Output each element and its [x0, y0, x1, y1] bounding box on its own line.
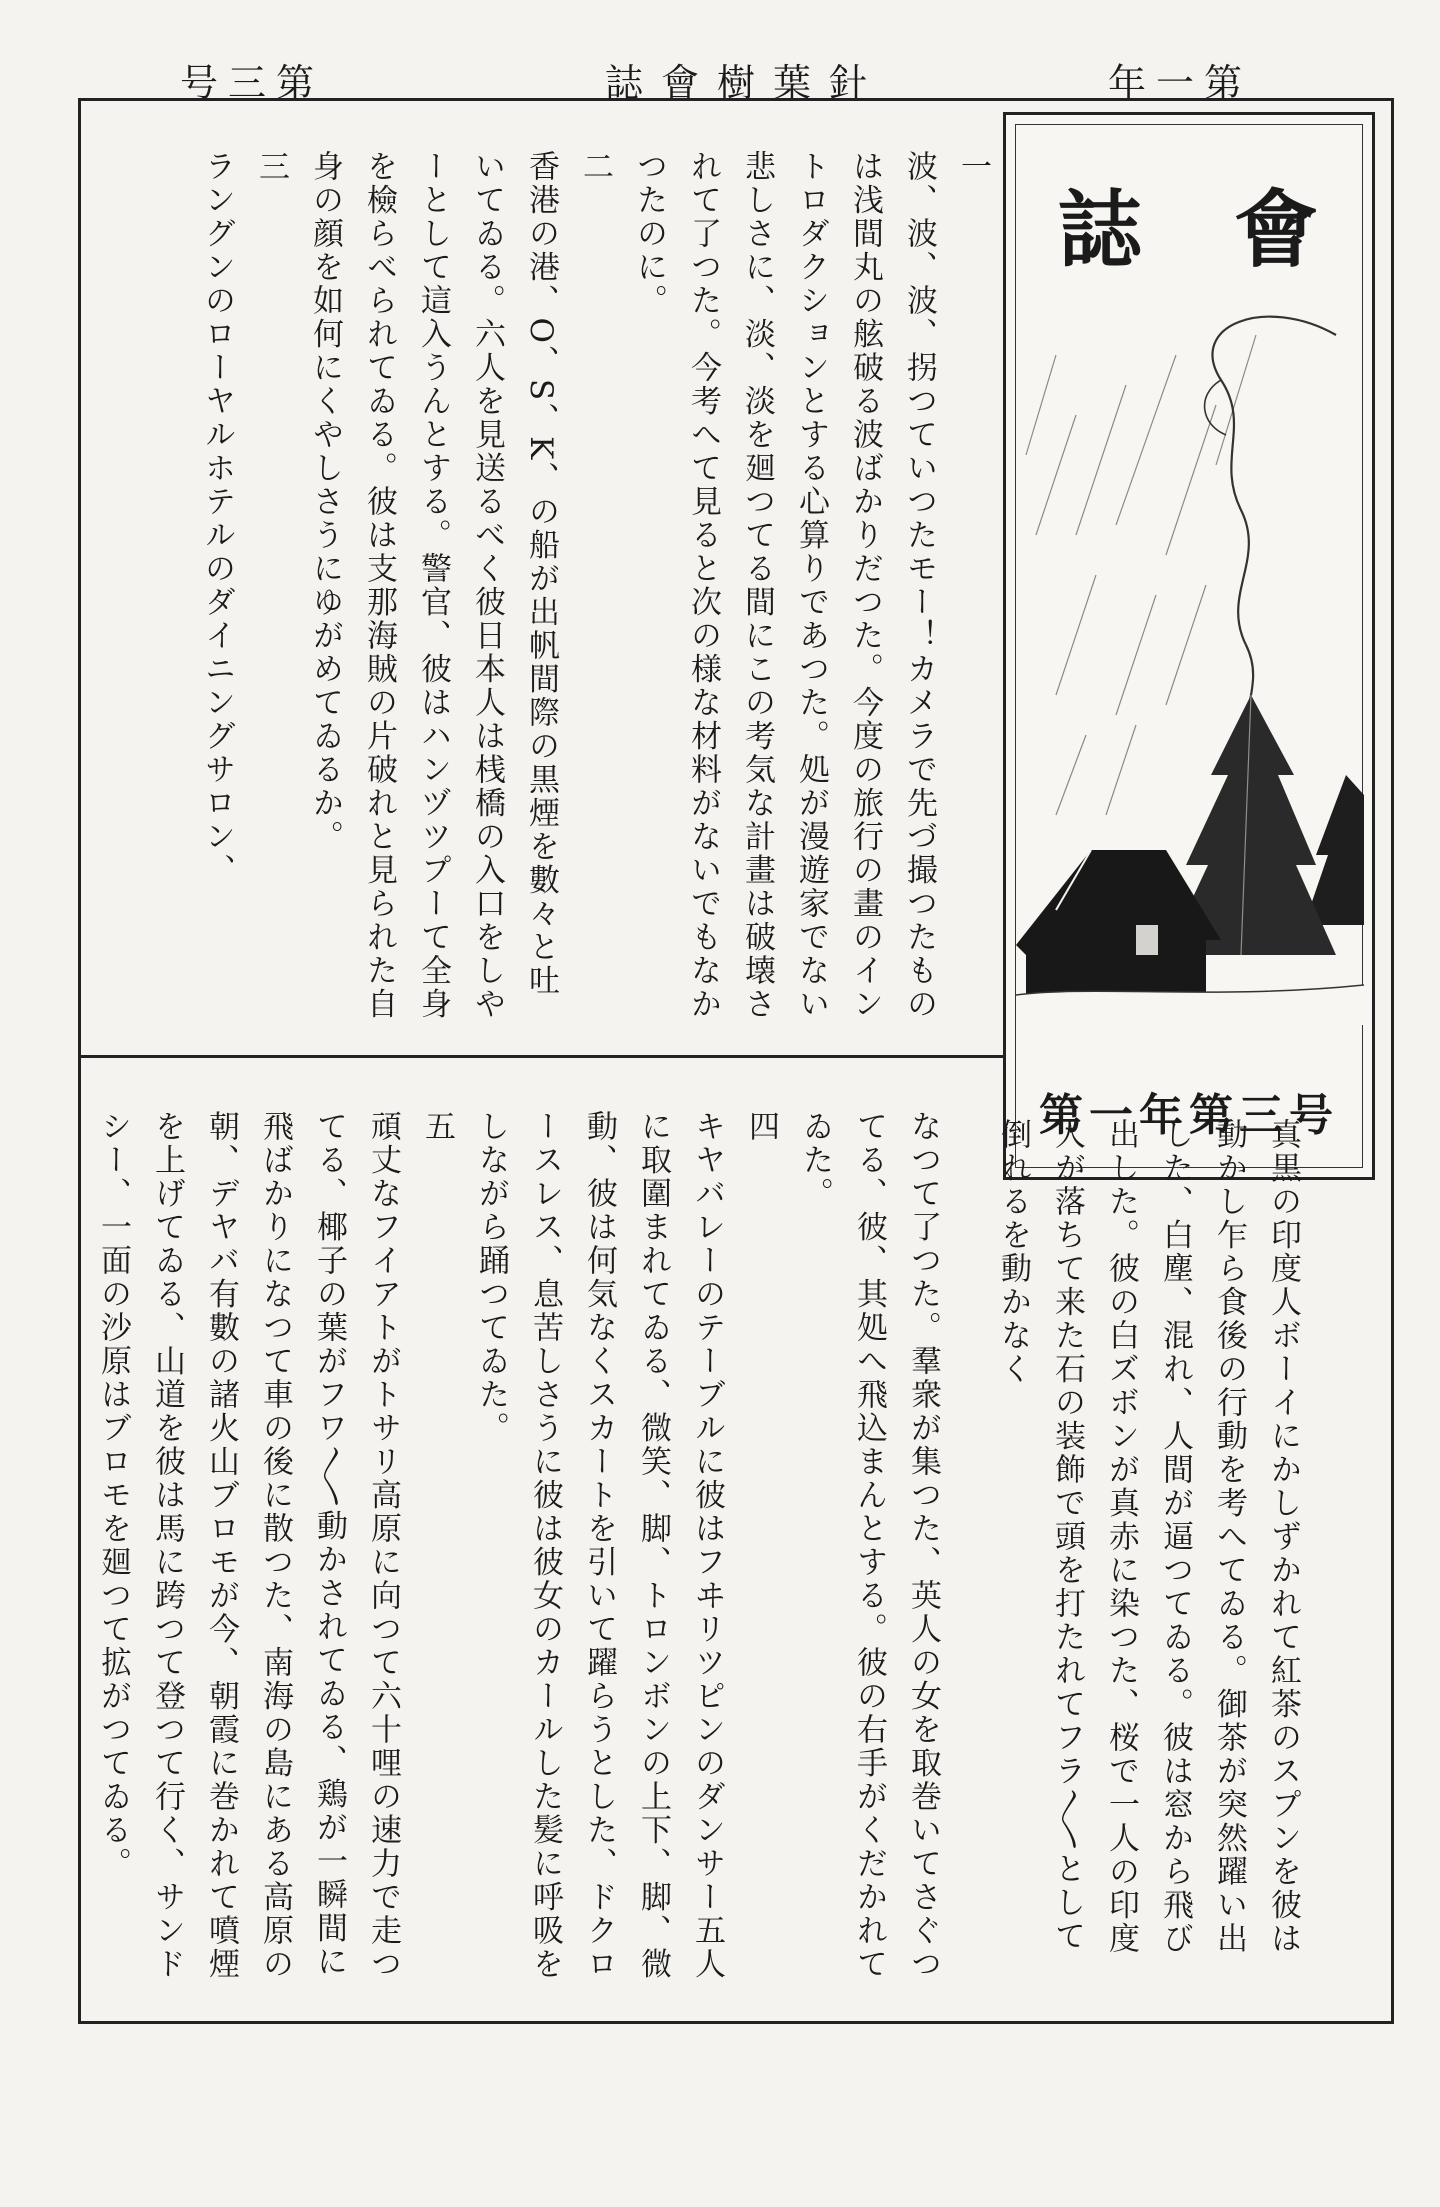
- cabin: [1016, 850, 1221, 995]
- article-text-continuation: 真黒の印度人ボーイにかしずかれて紅茶のスプンを彼は動かし乍ら食後の行動を考へてゐる。御茶が突然躍い出した、白塵、混れ、人間が逼つてゐる。彼は窓から飛び出した。彼の白ズボンが真赤に染つた、桜で一人の印度人が落ちて来た石の装飾で頭を打たれてフラ〳〵として倒れるを動かなく: [995, 1118, 1301, 1956]
- title-char-kai: 會: [1234, 181, 1319, 279]
- tree-right: [1304, 775, 1364, 925]
- title-char-shi: 誌: [1058, 181, 1143, 279]
- smoke-plume: [1213, 317, 1336, 745]
- rain-streaks: [1026, 335, 1256, 815]
- article-text-upper: 一 波、波、波、拐つていつたモー！カメラで先づ撮つたものは浅間丸の舷破る波ばかりだつた。今度の旅行の畫のイントロダクションとする心算りであつた。処が漫遊家でない悲しさに、淡、淡を廻つてる間にこの考気な計畫は破壊されて了つた。今考へて見ると次の様な材料がないでもなかつたのに。 二 香港の港、O、S、K、の船が出帆間際の黒煙を數々と吐いてゐる。六人を見送るべく彼日本人は桟橋の入口をしやーとして這入うんとする。警官、彼はハンヅツプーて全身を檢らべられてゐる。彼は支那海賊の片破れと見られた自身の顔を如何にくやしさうにゆがめてゐるか。 三 ラングンのローヤルホテルのダイニングサロン、: [199, 150, 991, 1021]
- article-text-lower: なつて了つた。羣衆が集つた、英人の女を取巻いてさぐつてる、彼、其処へ飛込まんとする。彼の右手がくだかれてゐた。 四 キヤバレーのテーブルに彼はフヰリツピンのダンサー五人に取圍まれてゐる、微笑、脚、トロンボンの上下、脚、微動、彼は何気なくスカートを引いて躍らうとした、ドクロースレス、息苦しさうに彼は彼女のカールした髪に呼吸をしながら踊つてゐた。 五 頑丈なフイアトがトサリ高原に向つて六十哩の速力で走つてる、椰子の葉がフワ〳〵動かされてゐる、鶏が一瞬間に飛ばかりになつて車の後に散つた、南海の島にある高原の朝、デヤバ有數の諸火山ブロモが今、朝霞に巻かれて噴煙を上げてゐる、山道を彼は馬に跨つて登つて行く、サンドシー、一面の沙原はブロモを廻つて拡がつてゐる。: [95, 1110, 941, 1981]
- title-panel: [1003, 112, 1375, 1180]
- winter-cabin-illustration: [1016, 295, 1364, 1025]
- cabin-window: [1136, 925, 1158, 955]
- header-volume: 年一第: [1108, 61, 1253, 105]
- header-magazine-title: 誌會樹葉針: [605, 61, 886, 105]
- section-divider: [78, 1055, 1003, 1058]
- header-issue-number: 号三第: [180, 61, 325, 105]
- issue-label: 号三第年一第: [1039, 1090, 1339, 1141]
